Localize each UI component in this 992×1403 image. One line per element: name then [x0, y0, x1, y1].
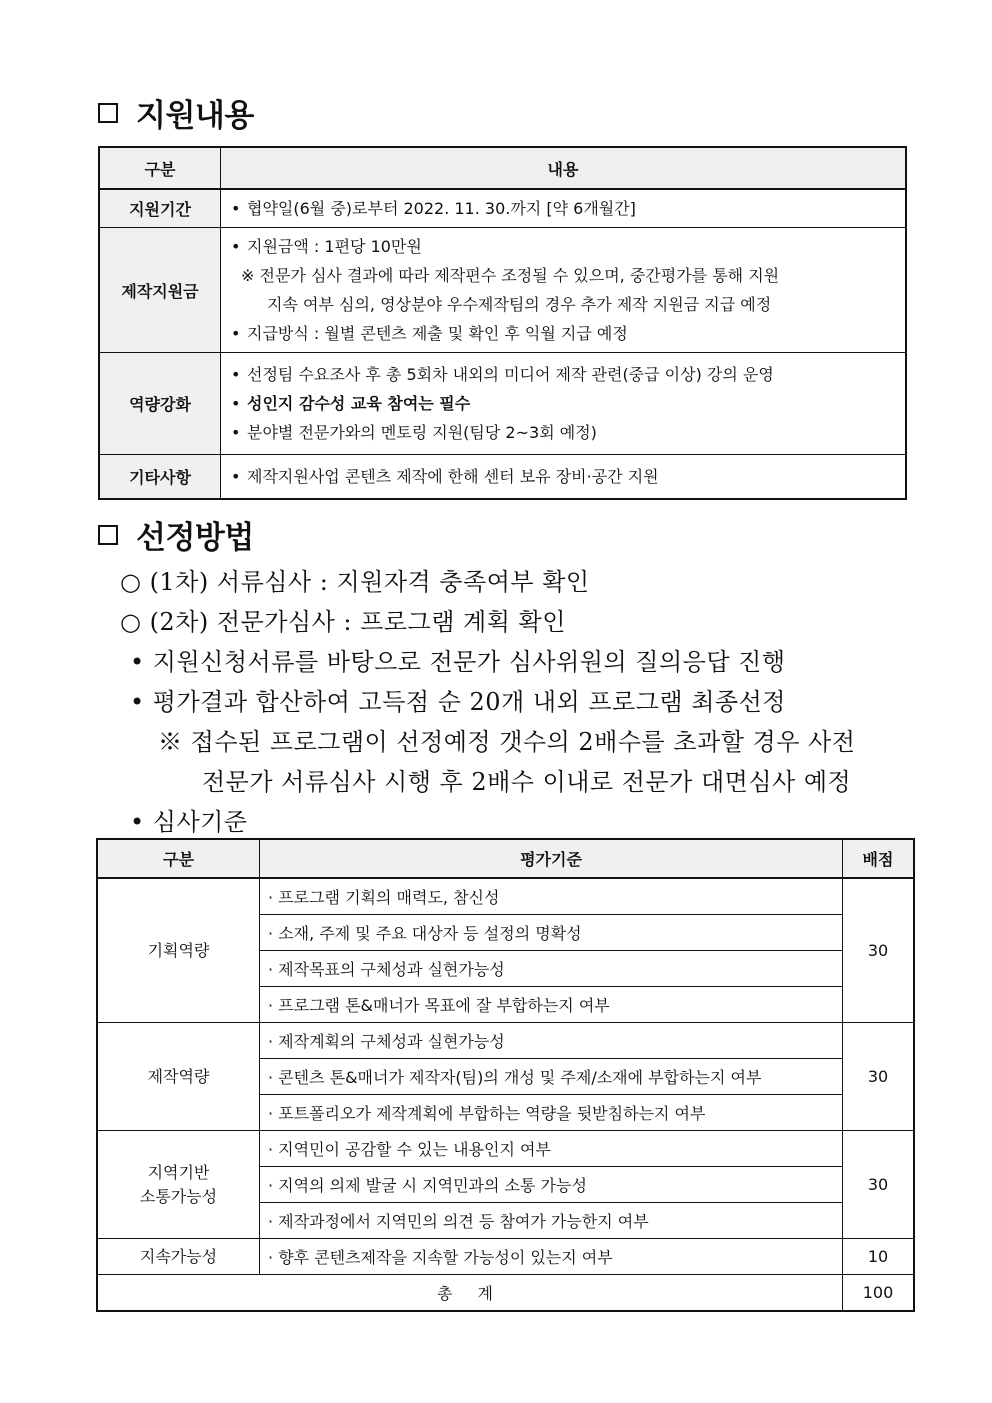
criteria-category-line: 소통가능성 — [139, 1186, 218, 1206]
support-row-content — [221, 189, 907, 228]
bullet-icon: • — [231, 365, 241, 384]
support-line — [231, 360, 895, 389]
criteria-item: · 소재, 주제 및 주요 대상자 등 설정의 명확성 — [260, 915, 843, 951]
criteria-item: · 프로그램 기획의 매력도, 참신성 — [260, 878, 843, 915]
support-row-content — [221, 455, 907, 499]
support-row-label: 제작지원금 — [99, 228, 221, 353]
support-row-label: 역량강화 — [99, 353, 221, 455]
support-line-text: 지급방식 : 월별 콘텐츠 제출 및 확인 후 익월 지급 예정 — [247, 324, 628, 343]
support-row-content — [221, 228, 907, 353]
support-row-content — [221, 353, 907, 455]
support-line — [231, 232, 895, 261]
checkbox-square-icon — [98, 103, 118, 123]
bullet-icon: • — [231, 237, 241, 256]
support-row — [99, 189, 906, 228]
criteria-item: · 향후 콘텐츠제작을 지속할 가능성이 있는지 여부 — [260, 1239, 843, 1275]
support-line — [231, 389, 895, 418]
support-header-category: 구분 — [99, 147, 221, 189]
selection-note-line-2: 전문가 서류심사 시행 후 2배수 이내로 전문가 대면심사 예정 — [202, 768, 852, 796]
criteria-score: 30 — [843, 1131, 915, 1239]
selection-line-1: ○ (1차) 서류심사 : 지원자격 충족여부 확인 — [120, 568, 590, 596]
criteria-category-line: 제작역량 — [147, 1066, 210, 1086]
support-row — [99, 455, 906, 499]
support-table-header-row — [99, 147, 906, 189]
criteria-header-criteria: 평가기준 — [260, 839, 843, 878]
support-line-text: 지원금액 : 1편당 10만원 — [247, 237, 422, 256]
bullet-icon: • — [231, 324, 241, 343]
criteria-total-label: 총 계 — [97, 1275, 843, 1312]
criteria-item: · 포트폴리오가 제작계획에 부합하는 역량을 뒷받침하는지 여부 — [260, 1095, 843, 1131]
criteria-item: · 제작계획의 구체성과 실현가능성 — [260, 1023, 843, 1059]
support-row-label: 기타사항 — [99, 455, 221, 499]
criteria-header-score: 배점 — [843, 839, 915, 878]
support-line — [231, 418, 895, 447]
criteria-score: 30 — [843, 1023, 915, 1131]
criteria-total-row — [97, 1275, 914, 1312]
criteria-category — [97, 1131, 260, 1239]
support-line — [231, 462, 895, 491]
support-line — [231, 194, 895, 223]
support-line-text: 협약일(6월 중)로부터 2022. 11. 30.까지 [약 6개월간] — [247, 199, 636, 218]
support-line-text: 제작지원사업 콘텐츠 제작에 한해 센터 보유 장비·공간 지원 — [247, 466, 659, 486]
criteria-total-score: 100 — [843, 1275, 915, 1312]
criteria-row — [97, 1131, 914, 1167]
criteria-row — [97, 878, 914, 915]
criteria-category-line: 지속가능성 — [139, 1246, 218, 1266]
support-header-content: 내용 — [221, 147, 907, 189]
support-line-text: 선정팀 수요조사 후 총 5회차 내외의 미디어 제작 관련(중급 이상) 강의 운영 — [247, 365, 774, 384]
support-line-text: 분야별 전문가와의 멘토링 지원(팀당 2~3회 예정) — [247, 423, 597, 442]
criteria-category — [97, 1023, 260, 1131]
support-line-text: 성인지 감수성 교육 참여는 필수 — [247, 394, 471, 413]
support-row-label: 지원기간 — [99, 189, 221, 228]
selection-line-criteria: • 심사기준 — [130, 808, 248, 836]
checkbox-square-icon — [98, 525, 118, 545]
support-line: 지속 여부 심의, 영상분야 우수제작팀의 경우 추가 제작 지원금 지급 예정 — [267, 295, 772, 314]
selection-line-4: • 평가결과 합산하여 고득점 순 20개 내외 프로그램 최종선정 — [130, 688, 786, 716]
selection-line-3: • 지원신청서류를 바탕으로 전문가 심사위원의 질의응답 진행 — [130, 648, 786, 676]
criteria-item: · 지역의 의제 발굴 시 지역민과의 소통 가능성 — [260, 1167, 843, 1203]
bullet-icon: • — [231, 394, 241, 413]
criteria-category-line: 지역기반 — [147, 1162, 210, 1182]
support-section-title — [98, 90, 254, 135]
criteria-category-line: 기획역량 — [147, 940, 210, 960]
selection-line-2: ○ (2차) 전문가심사 : 프로그램 계획 확인 — [120, 608, 566, 636]
criteria-score: 30 — [843, 878, 915, 1023]
criteria-table-header-row — [97, 839, 914, 878]
criteria-category — [97, 1239, 260, 1275]
criteria-item: · 프로그램 톤&매너가 목표에 잘 부합하는지 여부 — [260, 987, 843, 1023]
criteria-category — [97, 878, 260, 1023]
selection-section-title — [98, 512, 254, 557]
support-row — [99, 353, 906, 455]
support-line — [231, 319, 895, 348]
support-table — [98, 146, 907, 500]
criteria-item: · 제작목표의 구체성과 실현가능성 — [260, 951, 843, 987]
selection-section-title-text: 선정방법 — [136, 520, 254, 556]
bullet-icon: • — [231, 466, 241, 486]
criteria-header-category: 구분 — [97, 839, 260, 878]
criteria-table — [96, 838, 915, 1312]
criteria-row — [97, 1239, 914, 1275]
criteria-item: · 지역민이 공감할 수 있는 내용인지 여부 — [260, 1131, 843, 1167]
criteria-item: · 제작과정에서 지역민의 의견 등 참여가 가능한지 여부 — [260, 1203, 843, 1239]
criteria-row — [97, 1023, 914, 1059]
bullet-icon: • — [231, 199, 241, 218]
criteria-item: · 콘텐츠 톤&매너가 제작자(팀)의 개성 및 주제/소재에 부합하는지 여부 — [260, 1059, 843, 1095]
support-line: ※ 전문가 심사 결과에 따라 제작편수 조정될 수 있으며, 중간평가를 통해 지원 — [241, 266, 780, 285]
support-section-title-text: 지원내용 — [136, 98, 254, 134]
criteria-score: 10 — [843, 1239, 915, 1275]
bullet-icon: • — [231, 423, 241, 442]
support-row — [99, 228, 906, 353]
selection-note-line-1: ※ 접수된 프로그램이 선정예정 갯수의 2배수를 초과할 경우 사전 — [158, 728, 856, 756]
